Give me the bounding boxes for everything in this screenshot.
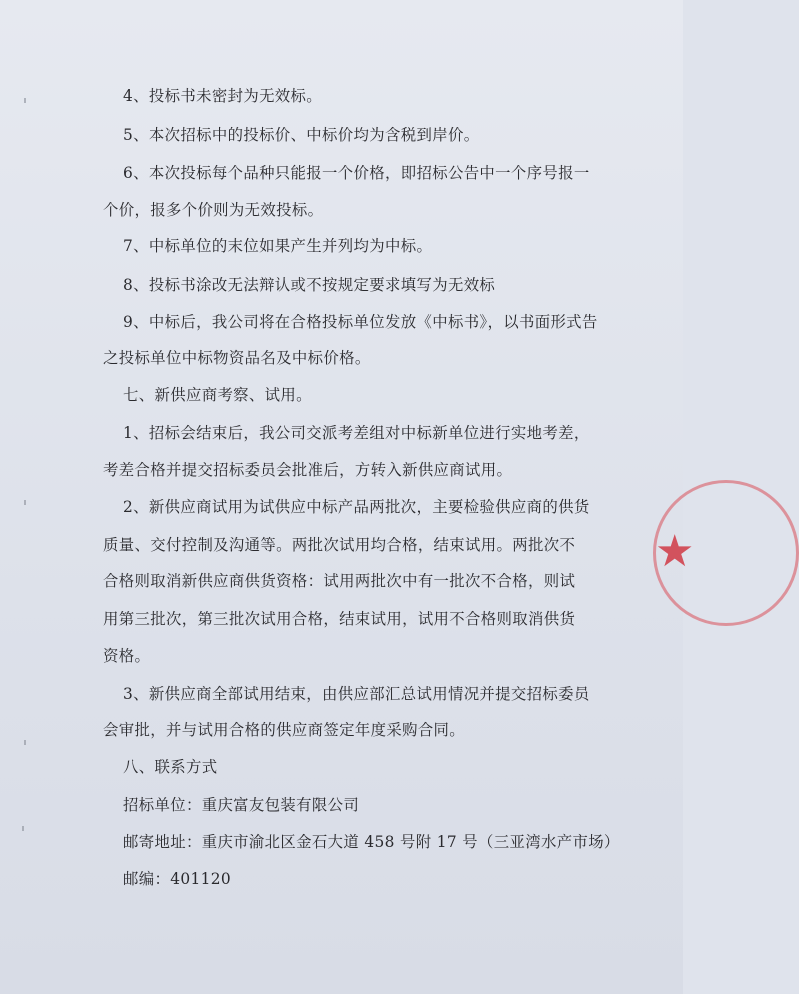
text-line-item-6: 6、本次投标每个品种只能报一个价格，即招标公告中一个序号报一 (123, 164, 590, 182)
text-line-item-7: 7、中标单位的末位如果产生并列均为中标。 (123, 237, 433, 255)
text-line-item-4: 4、投标书未密封为无效标。 (123, 87, 323, 105)
section-heading-8: 八、联系方式 (123, 758, 218, 776)
text-line-7-2-cont-c: 用第三批次，第三批次试用合格，结束试用，试用不合格则取消供货 (103, 610, 576, 628)
binding-hole-mark (22, 826, 24, 831)
section-heading-7: 七、新供应商考察、试用。 (123, 386, 312, 404)
text-line-7-3-cont: 会审批，并与试用合格的供应商签定年度采购合同。 (103, 721, 466, 739)
text-line-7-2: 2、新供应商试用为试供应中标产品两批次，主要检验供应商的供货 (123, 498, 590, 516)
red-company-seal (647, 470, 695, 640)
text-line-7-2-cont-a: 质量、交付控制及沟通等。两批次试用均合格，结束试用。两批次不 (103, 536, 576, 554)
text-line-item-9-cont: 之投标单位中标物资品名及中标价格。 (103, 349, 371, 367)
binding-hole-mark (24, 500, 26, 505)
binding-hole-mark (24, 740, 26, 745)
text-line-item-9: 9、中标后，我公司将在合格投标单位发放《中标书》，以书面形式告 (123, 313, 598, 331)
contact-address: 邮寄地址：重庆市渝北区金石大道 458 号附 17 号（三亚湾水产市场） (123, 833, 620, 851)
seal-star-icon: ★ (655, 526, 695, 577)
contact-postcode: 邮编：401120 (123, 870, 232, 888)
text-line-7-1-cont: 考差合格并提交招标委员会批准后，方转入新供应商试用。 (103, 461, 513, 479)
text-line-item-5: 5、本次招标中的投标价、中标价均为含税到岸价。 (123, 126, 480, 144)
text-line-7-1: 1、招标会结束后，我公司交派考差组对中标新单位进行实地考差， (123, 424, 590, 442)
text-line-7-3: 3、新供应商全部试用结束，由供应部汇总试用情况并提交招标委员 (123, 685, 590, 703)
binding-hole-mark (24, 98, 26, 103)
contact-company: 招标单位：重庆富友包装有限公司 (123, 796, 360, 814)
text-line-item-8: 8、投标书涂改无法辩认或不按规定要求填写为无效标 (123, 276, 496, 294)
text-line-7-2-cont-b: 合格则取消新供应商供货资格：试用两批次中有一批次不合格，则试 (103, 572, 576, 590)
text-line-7-2-cont-d: 资格。 (103, 647, 151, 665)
text-line-item-6-cont: 个价，报多个价则为无效投标。 (103, 201, 324, 219)
